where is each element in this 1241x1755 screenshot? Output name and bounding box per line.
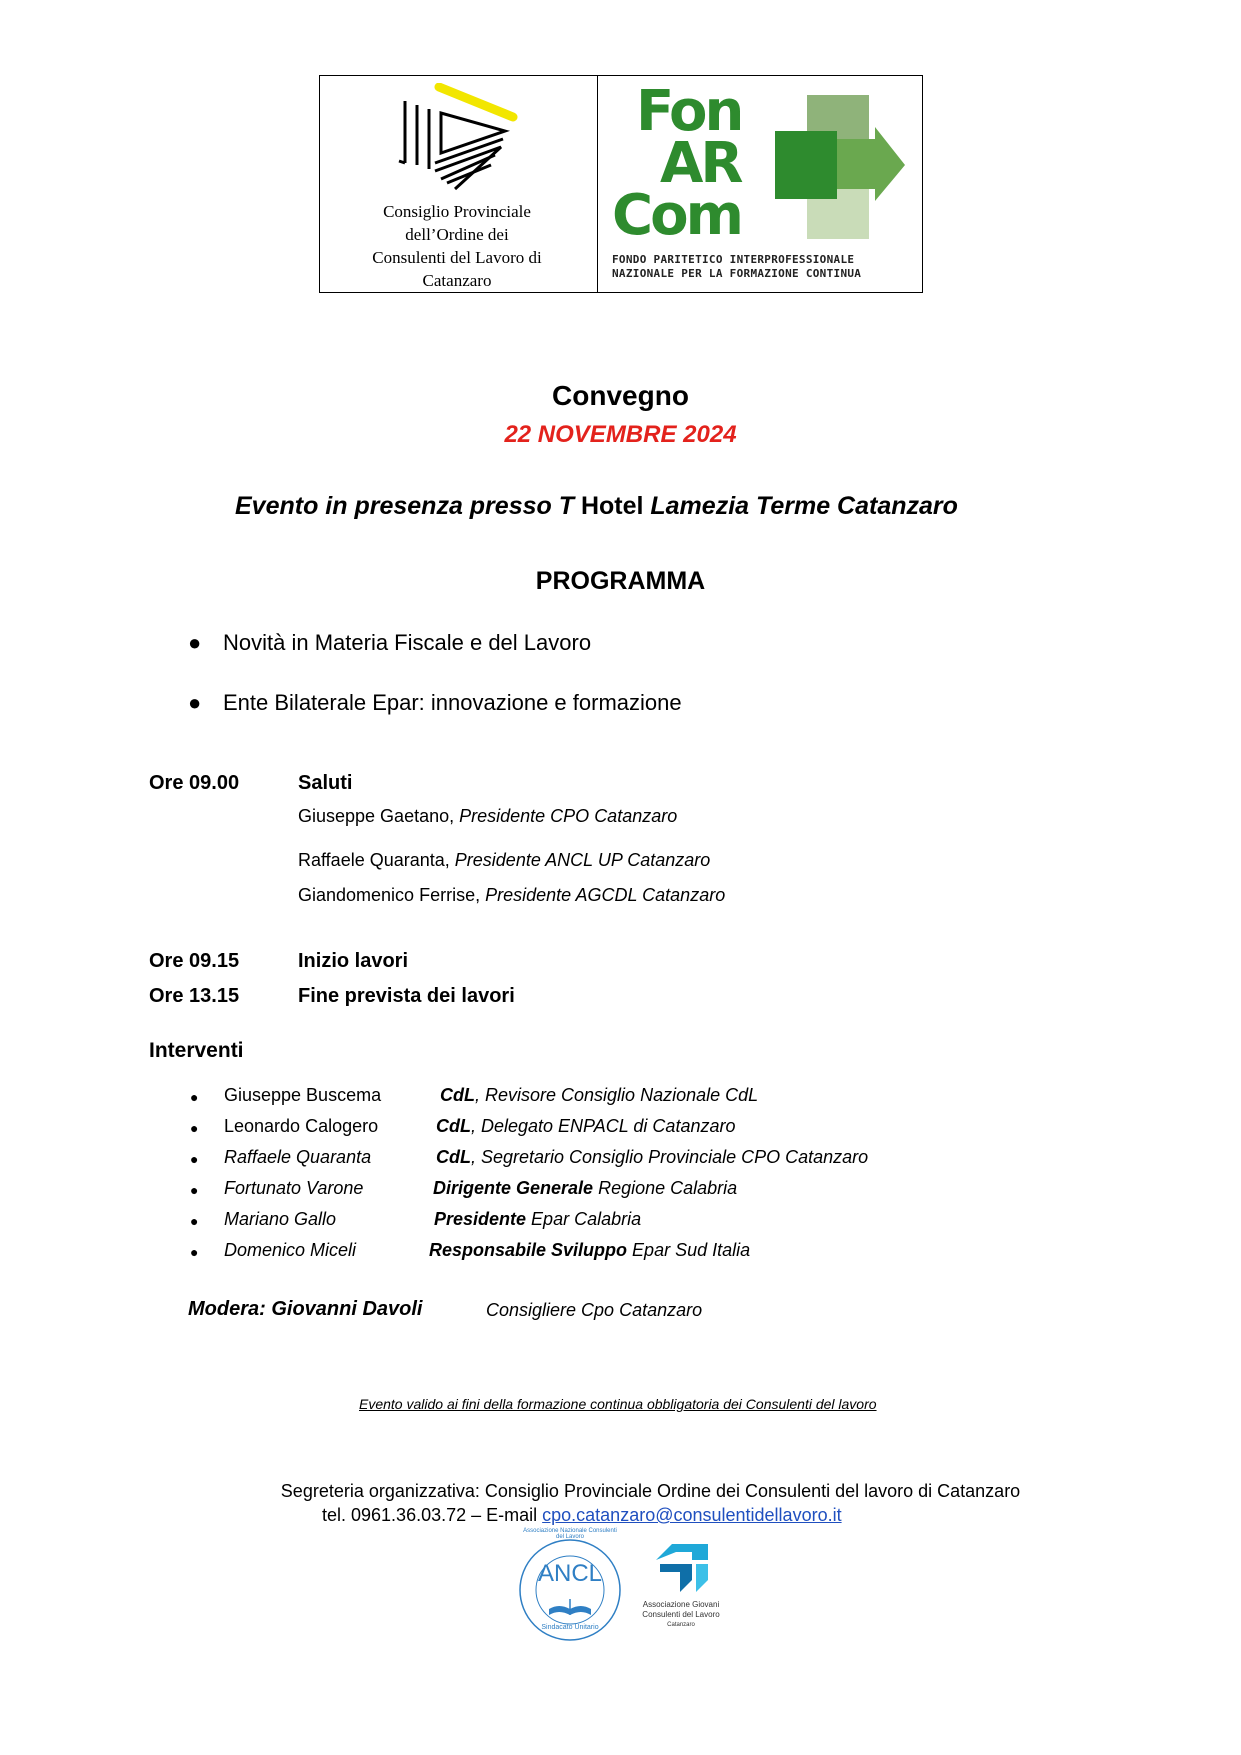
saluti-role: Presidente AGCDL Catanzaro [480,885,726,905]
agcdl-line: Associazione Giovani [642,1600,720,1609]
header-divider [597,75,598,293]
topic-item: Novità in Materia Fiscale e del Lavoro [223,630,592,655]
speaker-role [436,1116,735,1137]
footer-secretariat: Segreteria organizzativa: Consiglio Provinciale Ordine dei Consulenti del lavoro di Catanzaro [280,1481,1021,1501]
agcdl-logo-icon [650,1540,710,1596]
saluti-name: Giandomenico Ferrise, [298,885,481,905]
speaker-name: Leonardo Calogero [224,1116,379,1136]
speaker-role-rest: Epar Calabria [526,1209,642,1229]
speaker-role [434,1209,641,1230]
time-fine: Ore 13.15 [149,985,240,1007]
speaker-role-title: CdL [440,1085,475,1105]
saluti-name: Giuseppe Gaetano, [298,806,455,826]
programma-heading: PROGRAMMA [535,567,706,595]
fonarcom-sub-line: FONDO PARITETICO INTERPROFESSIONALE [612,253,855,266]
cpo-logo-icon [395,83,525,193]
footer-contact [322,1505,842,1526]
speaker-role [429,1240,750,1261]
cpo-line: Catanzaro [422,271,492,290]
topic-item: Ente Bilaterale Epar: innovazione e formazione [223,690,682,715]
time-saluti: Ore 09.00 [149,772,240,794]
fonarcom-arrow-icon [775,95,910,240]
fine-label: Fine prevista dei lavori [298,985,515,1007]
agcdl-line: Catanzaro [667,1622,695,1628]
bullet-icon: ● [188,690,202,715]
bullet-icon: ● [190,1120,199,1136]
fonarcom-word-com: Com [612,183,741,248]
email-link[interactable]: cpo.catanzaro@consulentidellavoro.it [542,1505,842,1525]
time-inizio: Ore 09.15 [149,950,240,972]
cpo-line: dell’Ordine dei [405,225,509,244]
saluti-item [298,806,677,827]
cpo-line: Consulenti del Lavoro di [372,248,542,267]
credit-note: Evento valido ai fini della formazione continua obbligatoria dei Consulenti del lavoro [359,1396,877,1412]
event-location-part: Lamezia Terme Catanzaro [643,492,958,520]
speaker-role-rest: , Delegato ENPACL di Catanzaro [471,1116,736,1136]
moderator-role: Consigliere Cpo Catanzaro [486,1300,703,1320]
cpo-name [347,200,567,292]
moderator: Modera: Giovanni Davoli [188,1298,423,1320]
ancl-ring-bottom: Sindacato Unitario [541,1624,599,1631]
interventi-heading: Interventi [149,1039,244,1062]
speaker-role-rest: , Revisore Consiglio Nazionale CdL [475,1085,759,1105]
inizio-label: Inizio lavori [298,950,409,972]
speaker-role-title: CdL [436,1147,471,1167]
saluti-role: Presidente CPO Catanzaro [454,806,678,826]
bullet-icon: ● [188,630,202,655]
bullet-icon: ● [190,1151,199,1167]
speaker-role-rest: Epar Sud Italia [627,1240,751,1260]
ancl-ring-top: Associazione Nazionale Consulenti del Lavoro [523,1528,617,1540]
event-location [235,492,958,521]
speaker-role-rest: , Segretario Consiglio Provinciale CPO Catanzaro [471,1147,869,1167]
event-location-part: Hotel [580,492,644,520]
footer-phone: tel. 0961.36.03.72 – E-mail [322,1505,543,1525]
speaker-name: Domenico Miceli [224,1240,357,1260]
speaker-role [440,1085,758,1106]
fonarcom-sub-line: NAZIONALE PER LA FORMAZIONE CONTINUA [612,267,862,280]
bullet-icon: ● [190,1213,199,1229]
speaker-role-title: CdL [436,1116,471,1136]
saluti-name: Raffaele Quaranta, [298,850,450,870]
agcdl-line: Consulenti del Lavoro [642,1610,720,1619]
speaker-name: Giuseppe Buscema [224,1085,382,1105]
bullet-icon: ● [190,1182,199,1198]
saluti-role: Presidente ANCL UP Catanzaro [449,850,711,870]
saluti-item [298,885,725,906]
speaker-name: Mariano Gallo [224,1209,337,1229]
bullet-icon: ● [190,1089,199,1105]
cpo-line: Consiglio Provinciale [383,202,531,221]
speaker-role-rest: Regione Calabria [593,1178,738,1198]
speaker-role [433,1178,737,1199]
page-title: Convegno [552,380,689,411]
speaker-role-title: Presidente [434,1209,527,1229]
fonarcom-word-ar: AR [660,131,741,196]
speaker-name: Fortunato Varone [224,1178,364,1198]
fonarcom-word-fon: Fon [636,79,742,144]
event-location-part: Evento in presenza presso T [235,492,581,520]
event-date: 22 NOVEMBRE 2024 [504,421,737,448]
speaker-name: Raffaele Quaranta [224,1147,372,1167]
ancl-text: ANCL [537,1560,603,1587]
speaker-role [436,1147,868,1168]
agcdl-text [633,1600,729,1630]
speaker-role-title: Responsabile Sviluppo [429,1240,628,1260]
speaker-role-title: Dirigente Generale [433,1178,594,1198]
saluti-item [298,850,710,871]
bullet-icon: ● [190,1244,199,1260]
saluti-label: Saluti [298,772,353,794]
